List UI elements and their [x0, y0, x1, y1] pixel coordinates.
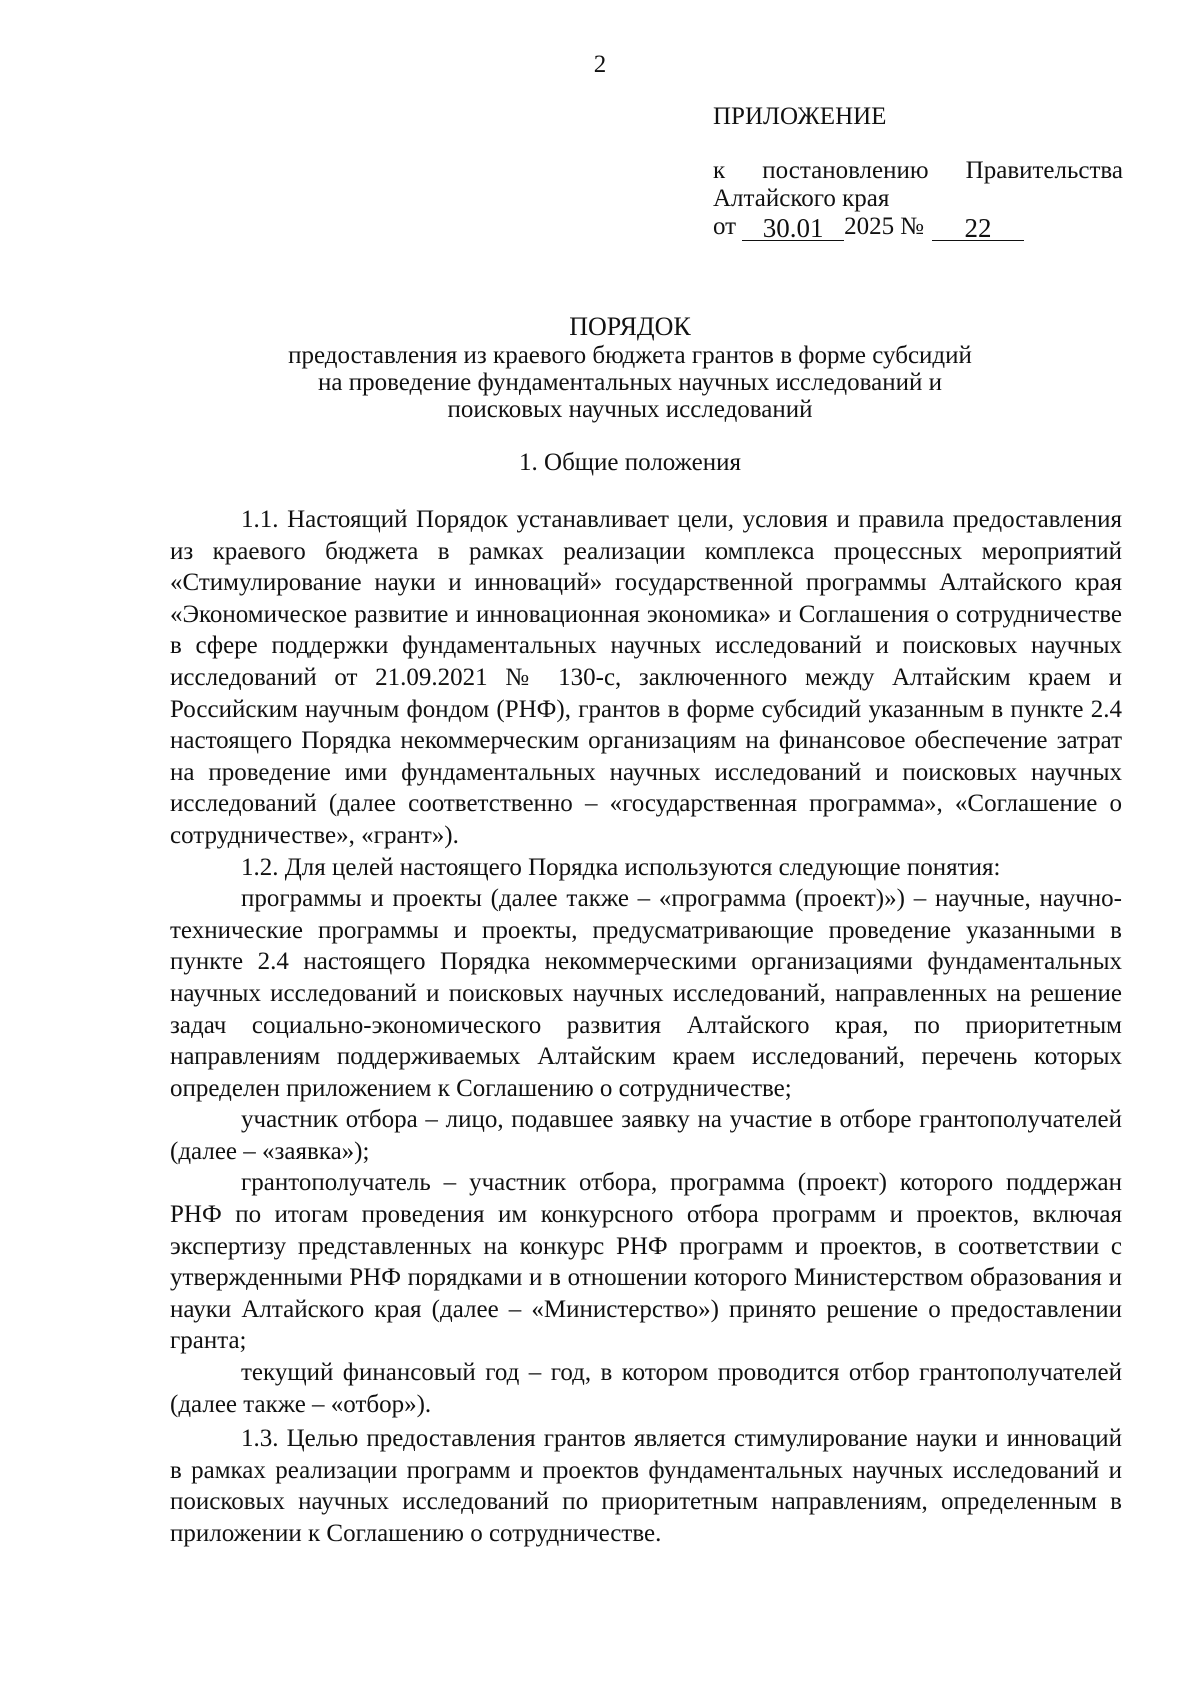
appendix-region: Алтайского края	[713, 185, 890, 212]
definition-fiscal-year: текущий финансовый год – год, в котором проводится отбор грантополучателей (далее также – «отбор»).	[170, 1359, 1122, 1418]
document-title: ПОРЯДОК	[569, 312, 691, 341]
definition-grantee: грантополучатель – участник отбора, программа (проект) которого поддержан РНФ по итогам проведения им конкурсного отбора программ и проектов, включая экспертизу представленных на конкурс РНФ программ и проектов, в соответствии с утвержденными РНФ порядками и в отношении которого Министерством образования и науки Алтайского края (далее – «Министерство») принято решение о предоставлении гранта;	[170, 1169, 1122, 1355]
document-subtitle-line-3: поисковых научных исследований	[447, 396, 813, 423]
number-sign: №	[900, 213, 924, 240]
paragraph-1-1: 1.1. Настоящий Порядок устанавливает цели, условия и правила предоставления из краевого бюджета в рамках реализации комплекса процессных мероприятий «Стимулирование науки и инноваций» государственной программы Алтайского края «Экономическое развитие и инновационная экономика» и Соглашения о сотрудничестве в сфере поддержки фундаментальных научных исследований и поисковых научных исследований от 21.09.2021 № 130-с, заключенного между Алтайским краем и Российским научным фондом (РНФ), грантов в форме субсидий указанным в пункте 2.4 настоящего Порядка некоммерческим организациям на финансовое обеспечение затрат на проведение ими фундаментальных научных исследований и поисковых научных исследований (далее соответственно – «государственная программа», «Соглашение о сотрудничестве», «грант»).	[170, 506, 1122, 849]
document-title-block	[170, 313, 1090, 423]
document-body	[170, 504, 1122, 1550]
definition-participant: участник отбора – лицо, подавшее заявку на участие в отборе грантополучателей (далее – «заявка»);	[170, 1106, 1122, 1165]
resolution-date: 30.01	[742, 214, 844, 241]
paragraph-1-3: 1.3. Целью предоставления грантов является стимулирование науки и инноваций в рамках реализации программ и проектов фундаментальных научных исследований и поисковых научных исследований по приоритетным направлениям, определенным в приложении к Соглашению о сотрудничестве.	[170, 1425, 1122, 1547]
paragraph-1-2: 1.2. Для целей настоящего Порядка используются следующие понятия:	[241, 853, 1001, 881]
section-heading: 1. Общие положения	[519, 449, 741, 476]
appendix-date-line	[713, 213, 1123, 241]
appendix-block	[713, 103, 1123, 241]
document-subtitle-line-2: на проведение фундаментальных научных исследований и	[318, 369, 942, 396]
resolution-year: 2025	[844, 213, 895, 240]
appendix-from-word: от	[713, 213, 737, 240]
document-subtitle-line-1: предоставления из краевого бюджета грантов в форме субсидий	[288, 342, 972, 369]
page-number: 2	[593, 51, 607, 78]
appendix-to-word: к	[713, 157, 726, 184]
appendix-government-word: Правительства	[965, 157, 1123, 184]
appendix-heading: ПРИЛОЖЕНИЕ	[713, 103, 887, 130]
appendix-resolution-word: постановлению	[762, 157, 929, 184]
appendix-to-line	[713, 157, 1123, 185]
resolution-number: 22	[932, 214, 1024, 241]
definition-programs: программы и проекты (далее также – «программа (проект)») – научные, научно-технические программы и проекты, предусматривающие проведение указанными в пункте 2.4 настоящего Порядка некоммерческими организациями фундаментальных научных исследований и поисковых научных исследований, направленных на решение задач социально-экономического развития Алтайского края, по приоритетным направлениям поддерживаемых Алтайским краем исследований, перечень которых определен приложением к Соглашению о сотрудничестве;	[170, 885, 1122, 1102]
